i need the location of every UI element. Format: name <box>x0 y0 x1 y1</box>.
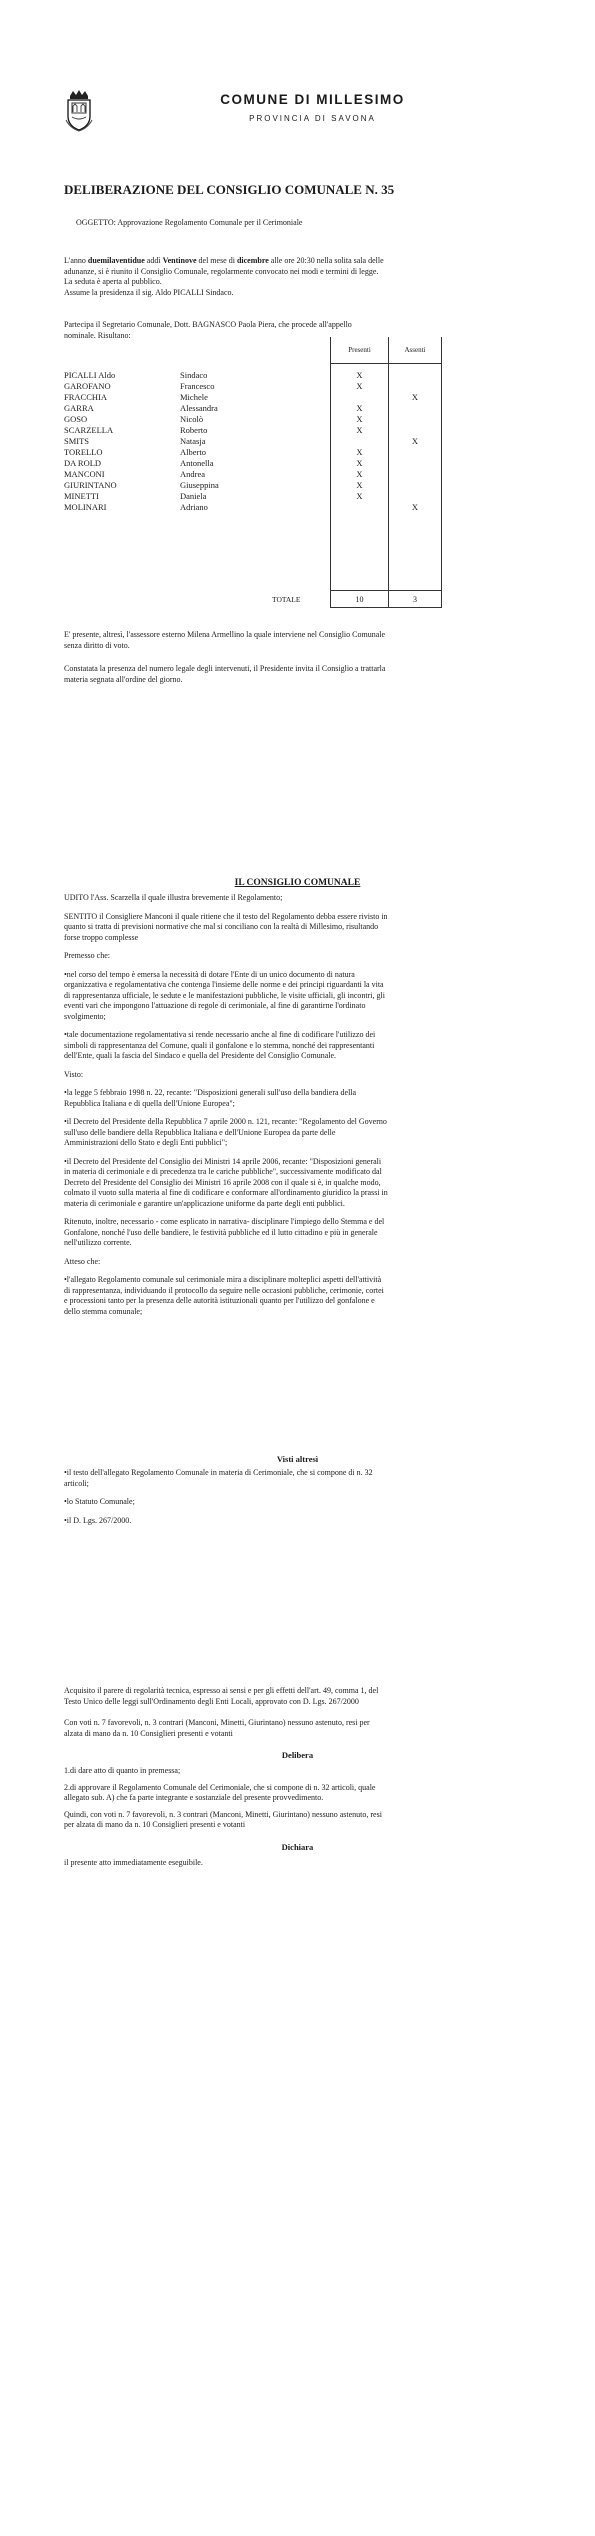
atteso-line: di rappresentanza, individuando il protocollo da seguire nelle occasioni pubbliche, cerimonie, cortei <box>64 1285 384 1295</box>
premessa-line: •nel corso del tempo è emersa la necessità di dotare l'Ente di un unico documento di natura <box>64 969 355 979</box>
member-name: Alberto <box>180 447 206 457</box>
ritenuto-line: nell'utilizzo corrente. <box>64 1238 132 1247</box>
page-title: DELIBERAZIONE DEL CONSIGLIO COMUNALE N. 35 <box>64 182 395 197</box>
member-surname: GIURINTANO <box>64 480 117 490</box>
member-surname: GAROFANO <box>64 381 111 391</box>
intro-text: del mese di <box>196 256 237 265</box>
delibera-line: allegato sub. A) che fa parte integrante e sostanziale del presente provvedimento. <box>64 1793 324 1802</box>
intro-year: duemilaventidue <box>87 256 145 265</box>
member-name: Michele <box>180 392 208 402</box>
delibera-line: 1.di dare atto di quanto in premessa; <box>64 1766 181 1775</box>
member-surname: PICALLI Aldo <box>64 370 116 380</box>
member-name: Andrea <box>180 469 206 479</box>
member-name: Antonella <box>180 458 214 468</box>
premessa-line: organizzativa e regolamentativa che contenga l'insieme delle norme e dei principi riguardanti la vita <box>64 980 384 989</box>
delibera-heading: Delibera <box>281 1750 314 1760</box>
member-surname: MOLINARI <box>64 502 107 512</box>
total-assenti: 3 <box>413 595 417 604</box>
visto-line: materia di cerimoniale e garantire un'applicazione uniforme da parte degli enti pubblici. <box>64 1198 345 1208</box>
atteso-line: dello stemma comunale; <box>64 1306 143 1316</box>
numero-legale-line: materia segnata all'ordine del giorno. <box>64 674 183 684</box>
member-name: Natasja <box>180 436 206 446</box>
table-border <box>330 363 442 364</box>
intro-line: adunanze, si è riunito il Consiglio Comunale, regolarmente convocato nei modi e termini di legge. <box>64 266 379 276</box>
table-border <box>441 337 442 607</box>
member-surname: MANCONI <box>64 469 105 479</box>
visto-line: •la legge 5 febbraio 1998 n. 22, recante: "Disposizioni generali sull'uso della bandiera della <box>64 1088 357 1097</box>
table-border <box>330 607 442 608</box>
present-mark: X <box>356 414 363 424</box>
assessore-paragraph <box>64 630 544 651</box>
visto-line: Amministrazioni dello Stato e degli Enti pubblici"; <box>64 1138 228 1147</box>
member-surname: MINETTI <box>64 491 99 501</box>
visto-line: •il Decreto del Presidente della Repubblica 7 aprile 2000 n. 121, recante: "Regolamento del Governo <box>64 1117 387 1126</box>
present-mark: X <box>356 469 363 479</box>
visto-line: •il Decreto del Presidente del Consiglio dei Ministri 14 aprile 2006, recante: "Disposizioni generali <box>64 1156 382 1166</box>
member-name: Roberto <box>180 425 208 435</box>
premesso-label: Premesso che: <box>64 951 110 960</box>
intro-line: La seduta è aperta al pubblico. <box>64 277 162 286</box>
member-name: Francesco <box>180 381 215 391</box>
ritenuto-line: Ritenuto, inoltre, necessario - come esplicato in narrativa- disciplinare l'impiego dello Stemma e del <box>64 1217 385 1226</box>
premessa-line: simboli di rappresentanza del Comune, quali il gonfalone e lo stemma, nonché dei rappresentanti <box>64 1040 375 1050</box>
visto-label: Visto: <box>64 1069 84 1079</box>
visto-line: Decreto del Presidente del Consiglio dei Ministri 16 aprile 2008 con il quale si è, in qualche modo, <box>64 1177 381 1187</box>
premessa-line: di rappresentanza ufficiale, le sedute e le manifestazioni pubbliche, le visite ufficiali, gli incontri, gli <box>64 990 385 1000</box>
absent-mark: X <box>411 436 419 446</box>
present-mark: X <box>356 458 363 468</box>
present-mark: X <box>356 491 363 501</box>
present-mark: X <box>356 370 363 380</box>
numero-legale-paragraph <box>64 664 544 685</box>
numero-legale-line: Constatata la presenza del numero legale degli intervenuti, il Presidente invita il Consiglio a trattarla <box>64 664 386 673</box>
consiglio-body <box>64 893 544 1317</box>
intro-text: alle ore 20:30 nella solita sala delle <box>268 256 384 265</box>
atteso-line: •l'allegato Regolamento comunale sul cerimoniale mira a disciplinare molteplici aspetti dell'attività <box>64 1275 382 1284</box>
member-name: Adriano <box>180 502 208 512</box>
visto-line: in materia di cerimoniale e di precedenza tra le cariche pubbliche", successivamente modificato dal <box>64 1167 382 1176</box>
intro-day: Ventinove <box>162 256 197 265</box>
sentito-line: quanto si tratta di previsioni normative che mal si conciliano con la realtà di Millesimo, risultando <box>64 922 379 931</box>
oggetto: OGGETTO: Approvazione Regolamento Comunale per il Cerimoniale <box>76 218 303 227</box>
consiglio-heading: IL CONSIGLIO COMUNALE <box>234 878 361 888</box>
ritenuto-line: Gonfalone, nonché l'uso delle bandiere, le festività pubbliche ed il lutto cittadino e più in generale <box>64 1227 378 1237</box>
intro-month: dicembre <box>236 256 269 265</box>
column-header-assenti: Assenti <box>404 346 426 354</box>
visti-line: •il testo dell'allegato Regolamento Comunale in materia di Cerimoniale, che si compone di n. 32 <box>64 1468 373 1477</box>
comune-name: COMUNE DI MILLESIMO <box>220 92 405 107</box>
table-border <box>388 337 389 607</box>
member-name: Sindaco <box>180 370 208 380</box>
member-name: Alessandra <box>180 403 218 413</box>
attendance-table <box>0 0 595 630</box>
udito-line: UDITO l'Ass. Scarzella il quale illustra brevemente il Regolamento; <box>64 893 283 902</box>
assessore-line: E' presente, altresì, l'assessore esterno Milena Armellino la quale interviene nel Consiglio Comunale <box>64 630 386 639</box>
member-name: Daniela <box>180 491 207 501</box>
intro-text: addì <box>144 256 163 265</box>
intro-line: Assume la presidenza il sig. Aldo PICALLI Sindaco. <box>64 287 234 297</box>
sentito-line: SENTITO il Consigliere Manconi il quale ritiene che il testo del Regolamento debba essere rivisto in <box>64 911 388 921</box>
member-name: Nicolò <box>180 414 204 424</box>
total-label: TOTALE <box>272 595 301 604</box>
present-mark: X <box>356 480 363 490</box>
segretario-line: Partecipa il Segretario Comunale, Dott. BAGNASCO Paola Piera, che procede all'appello <box>64 320 352 329</box>
dichiara-text: il presente atto immediatamente eseguibile. <box>64 1858 203 1867</box>
visti-line: •il D. Lgs. 267/2000. <box>64 1515 132 1525</box>
absent-mark: X <box>411 502 419 512</box>
member-name: Giuseppina <box>180 480 219 490</box>
visto-line: sull'uso delle bandiere della Repubblica Italiana e dell'Unione Europea da parte delle <box>64 1127 336 1137</box>
atteso-label: Atteso che: <box>64 1256 101 1266</box>
delibera-line: 2.di approvare il Regolamento Comunale del Cerimoniale, che si compone di n. 32 articoli, quale <box>64 1782 376 1792</box>
visti-body <box>64 1468 544 1526</box>
total-presenti: 10 <box>355 595 364 604</box>
member-surname: TORELLO <box>64 447 103 457</box>
column-header-presenti: Presenti <box>348 346 371 354</box>
member-surname: SMITS <box>64 436 90 446</box>
member-surname: SCARZELLA <box>64 425 114 435</box>
visti-line: articoli; <box>64 1478 89 1488</box>
segretario-line: nominale. Risultano: <box>64 330 131 340</box>
present-mark: X <box>356 425 363 435</box>
absent-mark: X <box>411 392 419 402</box>
sentito-line: forse troppo complesse <box>64 932 139 942</box>
member-surname: GOSO <box>64 414 88 424</box>
member-surname: GARRA <box>64 403 94 413</box>
visto-line: Repubblica Italiana e di quella dell'Unione Europea"; <box>64 1098 235 1108</box>
pareri-line: Acquisito il parere di regolarità tecnica, espresso ai sensi e per gli effetti dell'art. 49, comma 1, del <box>64 1686 379 1695</box>
visti-heading: Visti altresì <box>276 1454 319 1464</box>
assessore-line: senza diritto di voto. <box>64 640 130 650</box>
pareri-line: Testo Unico delle leggi sull'Ordinamento degli Enti Locali, approvato con D. Lgs. 267/2000 <box>64 1696 359 1706</box>
delibera-vote-line: per alzata di mano da n. 10 Consiglieri presenti e votanti <box>64 1820 246 1829</box>
present-mark: X <box>356 447 363 457</box>
voto-paragraph <box>64 1718 544 1739</box>
atteso-line: e processioni tanto per la presenza delle autorità istituzionali quanto per l'utilizzo del gonfalone e <box>64 1296 375 1305</box>
dichiara-heading: Dichiara <box>281 1842 314 1852</box>
present-mark: X <box>356 403 363 413</box>
pareri-paragraph <box>64 1686 544 1707</box>
intro-text: L'anno <box>64 256 88 265</box>
visti-line: •lo Statuto Comunale; <box>64 1497 135 1506</box>
present-mark: X <box>356 381 363 391</box>
visto-line: colmato il vuoto sulla materia al fine di codificare e conformare all'ordinamento giuridico la prassi in <box>64 1188 388 1197</box>
member-surname: FRACCHIA <box>64 392 107 402</box>
premessa-line: eventi vari che impongono l'attuazione di regole di cerimoniale, al fine di garantirne l'ordinato <box>64 1001 366 1010</box>
member-surname: DA ROLD <box>64 458 102 468</box>
premessa-line: •tale documentazione regolamentativa si rende necessario anche al fine di codificare l'utilizzo dei <box>64 1030 376 1039</box>
voto-line: alzata di mano da n. 10 Consiglieri presenti e votanti <box>64 1728 233 1738</box>
table-border <box>330 590 442 591</box>
voto-line: Con voti n. 7 favorevoli, n. 3 contrari (Manconi, Minetti, Giurintano) nessuno astenuto, resi per <box>64 1718 370 1727</box>
provincia-name: PROVINCIA DI SAVONA <box>249 114 376 123</box>
premessa-line: dell'Ente, quali la fascia del Sindaco e quella del Presidente del Consiglio Comunale. <box>64 1051 337 1060</box>
delibera-vote-line: Quindi, con voti n. 7 favorevoli, n. 3 contrari (Manconi, Minetti, Giurintano) nessuno astenuto, resi <box>64 1809 382 1819</box>
delibera-body <box>64 1766 544 1831</box>
premessa-line: svolgimento; <box>64 1011 106 1021</box>
